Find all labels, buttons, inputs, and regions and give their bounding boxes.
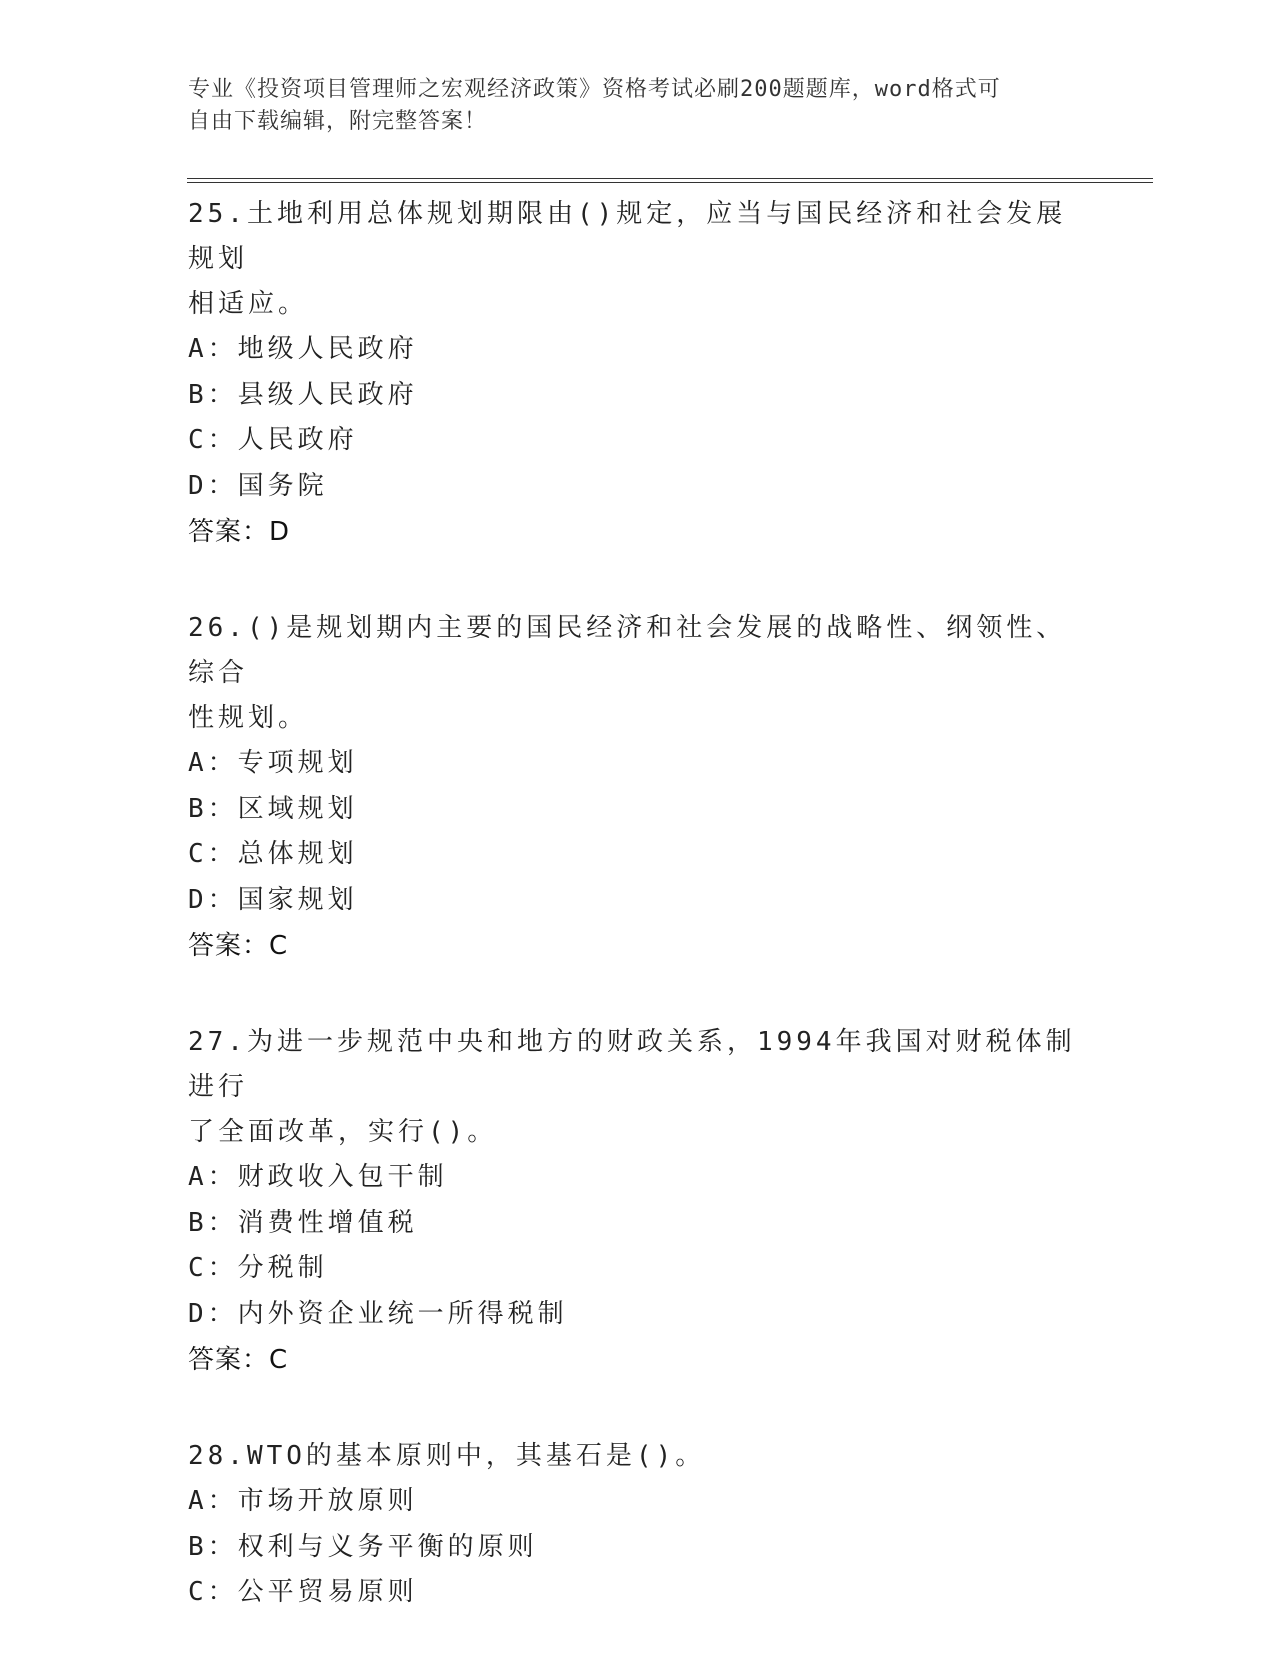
option-d: D：国家规划 — [188, 884, 358, 915]
question-text-line: 相适应。 — [188, 289, 309, 319]
option-b: B：县级人民政府 — [188, 379, 418, 410]
option-b: B：区域规划 — [188, 793, 358, 824]
question-text-line: 27.为进一步规范中央和地方的财政关系，1994年我国对财税体制进行 — [188, 1027, 1076, 1102]
option-a: A：专项规划 — [188, 748, 358, 778]
option-c: C：公平贸易原则 — [188, 1577, 418, 1607]
option-b: B：权利与义务平衡的原则 — [188, 1531, 538, 1562]
option-d: D：国务院 — [188, 470, 328, 501]
option-b: B：消费性增值税 — [188, 1207, 418, 1238]
question-26 — [188, 606, 1088, 969]
question-28 — [188, 1434, 1088, 1616]
option-a: A：财政收入包干制 — [188, 1162, 448, 1192]
option-a: A：地级人民政府 — [188, 334, 418, 364]
option-a: A：市场开放原则 — [188, 1486, 418, 1516]
question-text-line: 了全面改革，实行()。 — [188, 1117, 498, 1147]
header-divider-bottom — [187, 182, 1153, 183]
question-text-line: 25.土地利用总体规划期限由()规定，应当与国民经济和社会发展规划 — [188, 199, 1067, 274]
question-25 — [188, 192, 1088, 555]
question-text-line: 26.()是规划期内主要的国民经济和社会发展的战略性、纲领性、综合 — [188, 613, 1067, 688]
option-c: C：人民政府 — [188, 425, 358, 455]
header-line-1: 专业《投资项目管理师之宏观经济政策》资格考试必刷200题题库，word格式可 — [188, 77, 1001, 102]
header-line-2: 自由下载编辑，附完整答案！ — [188, 109, 488, 134]
answer: 答案：C — [188, 931, 289, 961]
question-27 — [188, 1020, 1088, 1383]
question-list — [188, 192, 1088, 1667]
option-c: C：分税制 — [188, 1253, 328, 1283]
answer: 答案：C — [188, 1345, 289, 1375]
option-d: D：内外资企业统一所得税制 — [188, 1298, 568, 1329]
header-divider-top — [187, 178, 1153, 179]
answer: 答案：D — [188, 517, 291, 547]
option-c: C：总体规划 — [188, 839, 358, 869]
document-header — [188, 74, 1088, 138]
question-text-line: 性规划。 — [188, 703, 309, 733]
question-text-line: 28.WTO的基本原则中，其基石是()。 — [188, 1441, 706, 1471]
